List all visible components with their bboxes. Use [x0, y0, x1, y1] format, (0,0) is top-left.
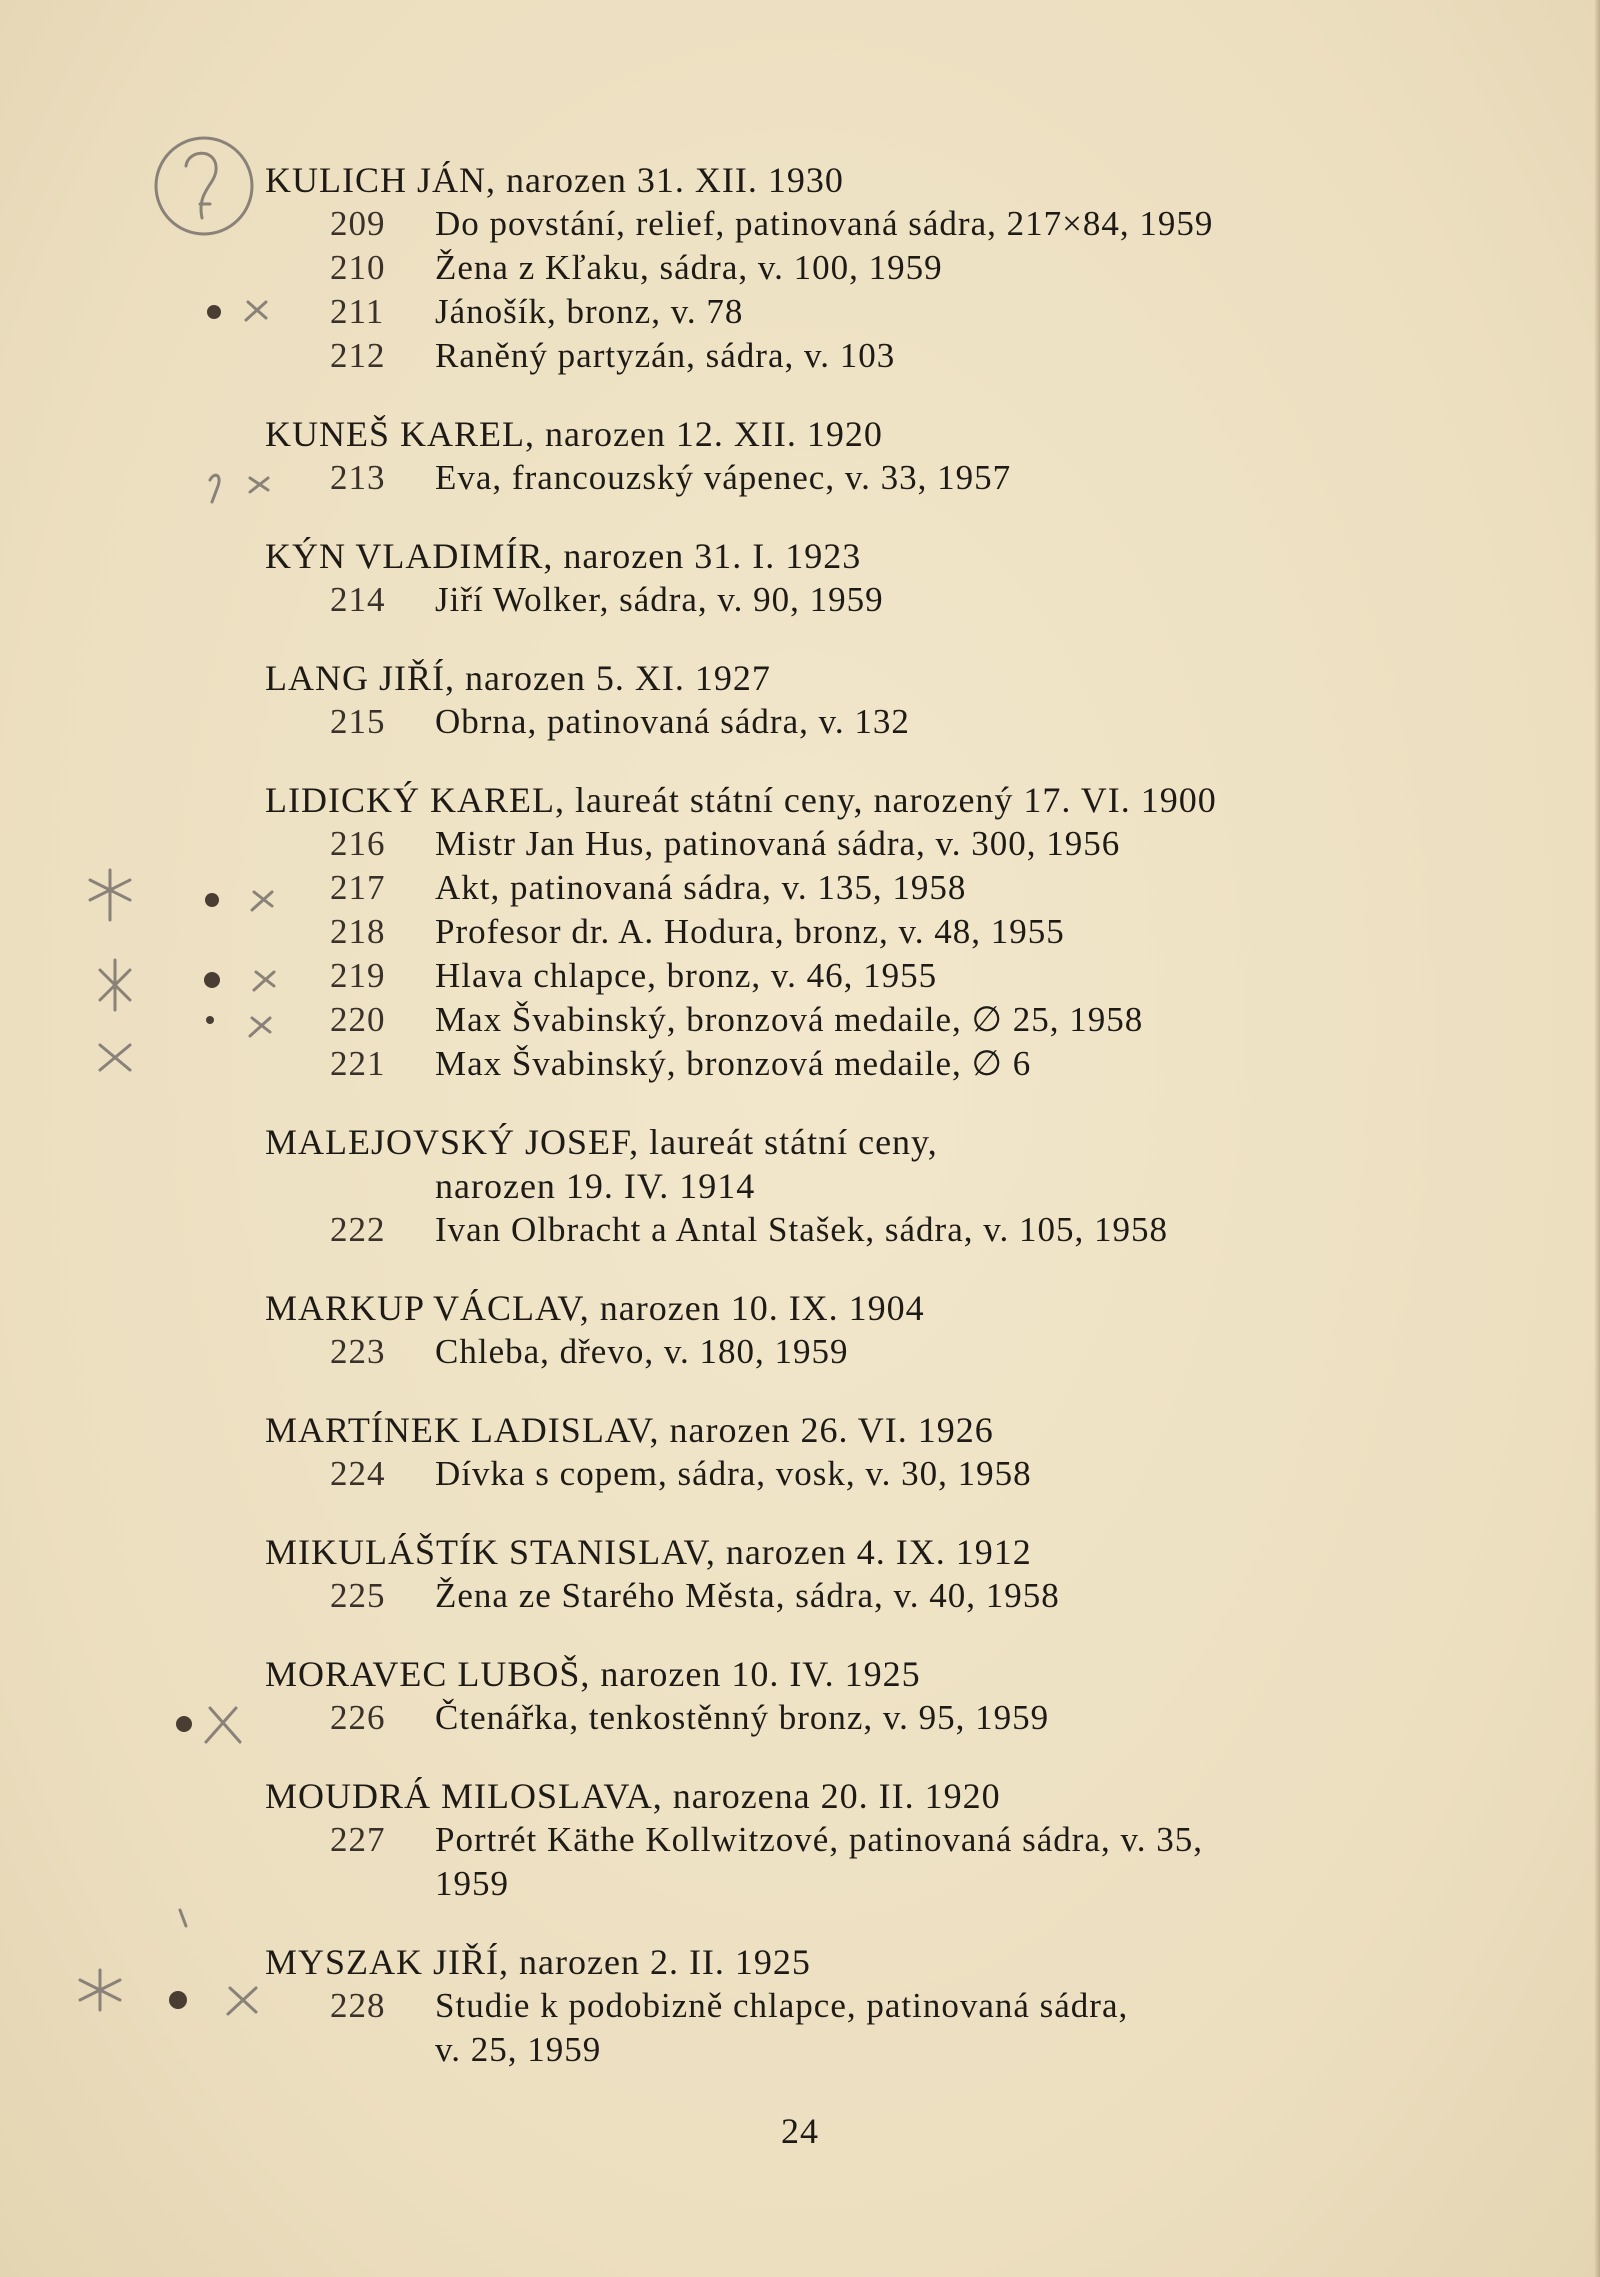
page-number: 24: [781, 2111, 819, 2151]
artist-heading: MORAVEC LUBOŠ, narozen 10. IV. 1925: [265, 1654, 921, 1694]
handwritten-circle-mark: [148, 130, 260, 242]
artist-entry: [265, 412, 1315, 500]
work-description: Hlava chlapce, bronz, v. 46, 1955: [435, 956, 938, 995]
artist-entry: [265, 1286, 1315, 1374]
margin-marks-228: [60, 1900, 300, 2030]
work-description: Akt, patinovaná sádra, v. 135, 1958: [435, 868, 967, 907]
artist-entry: [265, 1530, 1315, 1618]
margin-mark-226: [170, 1690, 270, 1750]
work-description: Ivan Olbracht a Antal Stašek, sádra, v. 105, 1958: [435, 1210, 1168, 1249]
work-number: 223: [330, 1332, 386, 1371]
work-item: [265, 998, 1315, 1042]
work-number: 215: [330, 702, 386, 741]
work-item: [265, 954, 1315, 998]
work-item: [265, 456, 1315, 500]
artist-heading: KULICH JÁN, narozen 31. XII. 1930: [265, 160, 844, 200]
work-description: Max Švabinský, bronzová medaile, ∅ 25, 1958: [435, 1000, 1144, 1039]
work-item: [265, 1042, 1315, 1086]
work-number: 220: [330, 1000, 386, 1039]
work-description: Jiří Wolker, sádra, v. 90, 1959: [435, 580, 884, 619]
artist-entry: [265, 1120, 1315, 1252]
work-number: 219: [330, 956, 386, 995]
artist-heading: MALEJOVSKÝ JOSEF, laureát státní ceny,: [265, 1122, 938, 1162]
work-description-continuation: 1959: [435, 1864, 509, 1903]
work-description: Do povstání, relief, patinovaná sádra, 217×84, 1959: [435, 204, 1214, 243]
artist-entry: [265, 1940, 1315, 2072]
work-description: Žena ze Starého Města, sádra, v. 40, 1958: [435, 1576, 1060, 1615]
work-description: Čtenářka, tenkostěnný bronz, v. 95, 1959: [435, 1698, 1050, 1737]
work-item: [265, 202, 1315, 246]
work-description: Žena z Kľaku, sádra, v. 100, 1959: [435, 248, 943, 287]
work-number: 221: [330, 1044, 386, 1083]
artist-heading: LANG JIŘÍ, narozen 5. XI. 1927: [265, 658, 771, 698]
work-item: [265, 578, 1315, 622]
catalog-entries: [265, 158, 1315, 2106]
artist-entry: [265, 158, 1315, 378]
work-number: 214: [330, 580, 386, 619]
work-number: 224: [330, 1454, 386, 1493]
work-description: Jánošík, bronz, v. 78: [435, 292, 744, 331]
work-item: [265, 290, 1315, 334]
work-item: [265, 910, 1315, 954]
artist-entry: [265, 1774, 1315, 1906]
work-number: 227: [330, 1820, 386, 1859]
work-number: 213: [330, 458, 386, 497]
artist-entry: [265, 1408, 1315, 1496]
work-description: Dívka s copem, sádra, vosk, v. 30, 1958: [435, 1454, 1032, 1493]
work-number: 228: [330, 1986, 386, 2025]
work-description: Studie k podobizně chlapce, patinovaná sádra,: [435, 1986, 1129, 2025]
artist-heading: KÝN VLADIMÍR, narozen 31. I. 1923: [265, 536, 862, 576]
work-number: 209: [330, 204, 386, 243]
work-description-continuation: v. 25, 1959: [435, 2030, 602, 2069]
artist-entry: [265, 1652, 1315, 1740]
work-description: Chleba, dřevo, v. 180, 1959: [435, 1332, 849, 1371]
work-item: [265, 822, 1315, 866]
work-number: 216: [330, 824, 386, 863]
work-number: 218: [330, 912, 386, 951]
work-item: [265, 1208, 1315, 1252]
artist-entry: [265, 656, 1315, 744]
work-item: [265, 1574, 1315, 1618]
page-edge-shadow: [1594, 0, 1600, 2277]
work-description: Portrét Käthe Kollwitzové, patinovaná sádra, v. 35,: [435, 1820, 1203, 1859]
work-number: 211: [330, 292, 385, 331]
work-item: [265, 1984, 1315, 2072]
work-description: Raněný partyzán, sádra, v. 103: [435, 336, 896, 375]
work-number: 226: [330, 1698, 386, 1737]
artist-heading: MARKUP VÁCLAV, narozen 10. IX. 1904: [265, 1288, 925, 1328]
work-number: 217: [330, 868, 386, 907]
artist-entry: [265, 534, 1315, 622]
artist-heading: MIKULÁŠTÍK STANISLAV, narozen 4. IX. 1912: [265, 1532, 1032, 1572]
artist-heading: MARTÍNEK LADISLAV, narozen 26. VI. 1926: [265, 1410, 994, 1450]
work-number: 225: [330, 1576, 386, 1615]
artist-heading: MOUDRÁ MILOSLAVA, narozena 20. II. 1920: [265, 1776, 1001, 1816]
artist-entry: [265, 778, 1315, 1086]
work-description: Max Švabinský, bronzová medaile, ∅ 6: [435, 1044, 1032, 1083]
work-description: Eva, francouzský vápenec, v. 33, 1957: [435, 458, 1012, 497]
work-item: [265, 1330, 1315, 1374]
work-number: 222: [330, 1210, 386, 1249]
work-item: [265, 866, 1315, 910]
work-number: 212: [330, 336, 386, 375]
work-item: [265, 1452, 1315, 1496]
artist-heading-continuation: narozen 19. IV. 1914: [435, 1166, 756, 1206]
work-item: [265, 700, 1315, 744]
work-description: Obrna, patinovaná sádra, v. 132: [435, 702, 910, 741]
artist-heading: MYSZAK JIŘÍ, narozen 2. II. 1925: [265, 1942, 811, 1982]
work-number: 210: [330, 248, 386, 287]
work-item: [265, 1696, 1315, 1740]
work-description: Mistr Jan Hus, patinovaná sádra, v. 300, 1956: [435, 824, 1121, 863]
artist-heading: KUNEŠ KAREL, narozen 12. XII. 1920: [265, 414, 883, 454]
work-item: [265, 1818, 1315, 1906]
work-description: Profesor dr. A. Hodura, bronz, v. 48, 1955: [435, 912, 1065, 951]
work-item: [265, 246, 1315, 290]
work-item: [265, 334, 1315, 378]
artist-heading: LIDICKÝ KAREL, laureát státní ceny, narozený 17. VI. 1900: [265, 780, 1217, 820]
